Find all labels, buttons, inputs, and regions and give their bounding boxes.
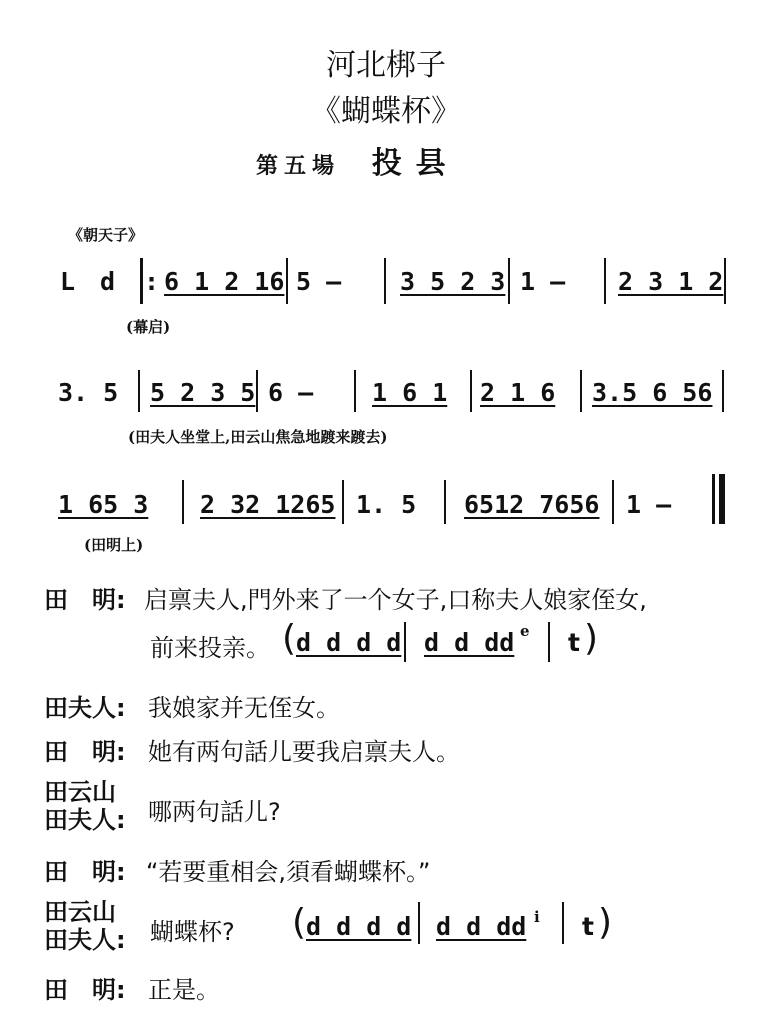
barline — [724, 258, 726, 304]
barline — [418, 902, 420, 944]
stage-direction-1: (幕启) — [126, 318, 171, 336]
speaker-tian-yunshan-tian-furen: 田云山 田夫人: — [44, 778, 126, 834]
gong-mark: d — [100, 267, 116, 296]
barline — [580, 370, 582, 412]
final-barline-thin — [712, 474, 715, 524]
measure-3-1: 1 65 3 — [58, 490, 149, 519]
measure-3-5: 1 – — [626, 490, 672, 519]
percussion-group-2b: d d dd — [436, 912, 527, 941]
percussion-group-2c: t — [582, 912, 594, 941]
percussion-group-1b: d d dd — [424, 628, 515, 657]
speaker-tian-ming: 田 明: — [44, 586, 126, 614]
measure-2-5: 3.5 6 56 — [592, 378, 713, 407]
scene-number: 第五場 — [256, 153, 341, 179]
scene-heading — [256, 138, 460, 182]
dialogue-line: 蝴蝶杯? — [150, 918, 235, 946]
measure-1-3: 3 5 2 3 — [400, 267, 506, 296]
barline — [470, 370, 472, 412]
speaker-tian-ming: 田 明: — [44, 858, 126, 886]
measure-3-2: 2 32 1265 — [200, 490, 336, 519]
dialogue-line: 前来投亲。 — [150, 634, 270, 662]
percussion-close-paren: ) — [584, 618, 599, 659]
barline — [342, 480, 344, 524]
barline — [404, 622, 406, 662]
measure-2-3: 1 6 1 — [372, 378, 448, 407]
genre-title: 河北梆子 — [326, 48, 446, 83]
dialogue-line: “若要重相会,須看蝴蝶杯。” — [146, 858, 431, 886]
grace-mark: i — [534, 908, 540, 926]
percussion-group-1c: t — [568, 628, 580, 657]
dialogue-line: 哪两句話儿? — [148, 798, 281, 826]
barline — [548, 622, 550, 662]
measure-1-4: 1 – — [520, 267, 566, 296]
barline — [384, 258, 386, 304]
measure-1-2: 5 – — [296, 267, 342, 296]
barline — [444, 480, 446, 524]
speaker-tian-ming: 田 明: — [44, 976, 126, 1004]
measure-1-5: 2 3 1 2 — [618, 267, 724, 296]
barline — [138, 370, 140, 412]
barline — [722, 370, 724, 412]
tune-label: 《朝天子》 — [68, 226, 144, 244]
measure-2-1: 5 2 3 5 — [150, 378, 256, 407]
final-barline-thick — [719, 474, 725, 524]
percussion-close-paren: ) — [598, 902, 613, 943]
measure-2-0: 3. 5 — [58, 378, 119, 407]
percussion-open-paren: ( — [282, 618, 297, 659]
barline — [286, 258, 288, 304]
repeat-dots: : — [144, 267, 160, 296]
repeat-start-barline — [140, 258, 143, 304]
percussion-group-1a: d d d d — [296, 628, 402, 657]
dialogue-line: 我娘家并无侄女。 — [148, 694, 340, 722]
barline — [604, 258, 606, 304]
speaker-tian-yunshan-tian-furen: 田云山 田夫人: — [44, 898, 126, 954]
measure-2-4: 2 1 6 — [480, 378, 556, 407]
opera-title: 《蝴蝶杯》 — [311, 94, 461, 129]
measure-3-4: 6512 7656 — [464, 490, 600, 519]
barline — [562, 902, 564, 944]
stage-direction-2: (田夫人坐堂上,田云山焦急地踱来踱去) — [128, 428, 388, 446]
dialogue-line: 她有两句話儿要我启禀夫人。 — [148, 738, 460, 766]
speaker-tian-ming: 田 明: — [44, 738, 126, 766]
stage-direction-3: (田明上) — [84, 536, 144, 554]
barline — [354, 370, 356, 412]
measure-1-1: 6 1 2 16 — [164, 267, 285, 296]
barline — [182, 480, 184, 524]
dialogue-line: 启禀夫人,門外来了一个女子,口称夫人娘家侄女, — [144, 586, 647, 614]
grace-mark: e — [520, 622, 530, 640]
barline — [612, 480, 614, 524]
percussion-group-2a: d d d d — [306, 912, 412, 941]
measure-2-2: 6 – — [268, 378, 314, 407]
scene-title: 投县 — [371, 146, 460, 181]
barline — [256, 370, 258, 412]
measure-3-3: 1. 5 — [356, 490, 417, 519]
percussion-open-paren: ( — [292, 902, 307, 943]
barline — [508, 258, 510, 304]
tempo-mark: L — [60, 267, 76, 296]
dialogue-line: 正是。 — [148, 976, 220, 1004]
speaker-tian-furen: 田夫人: — [44, 694, 126, 722]
